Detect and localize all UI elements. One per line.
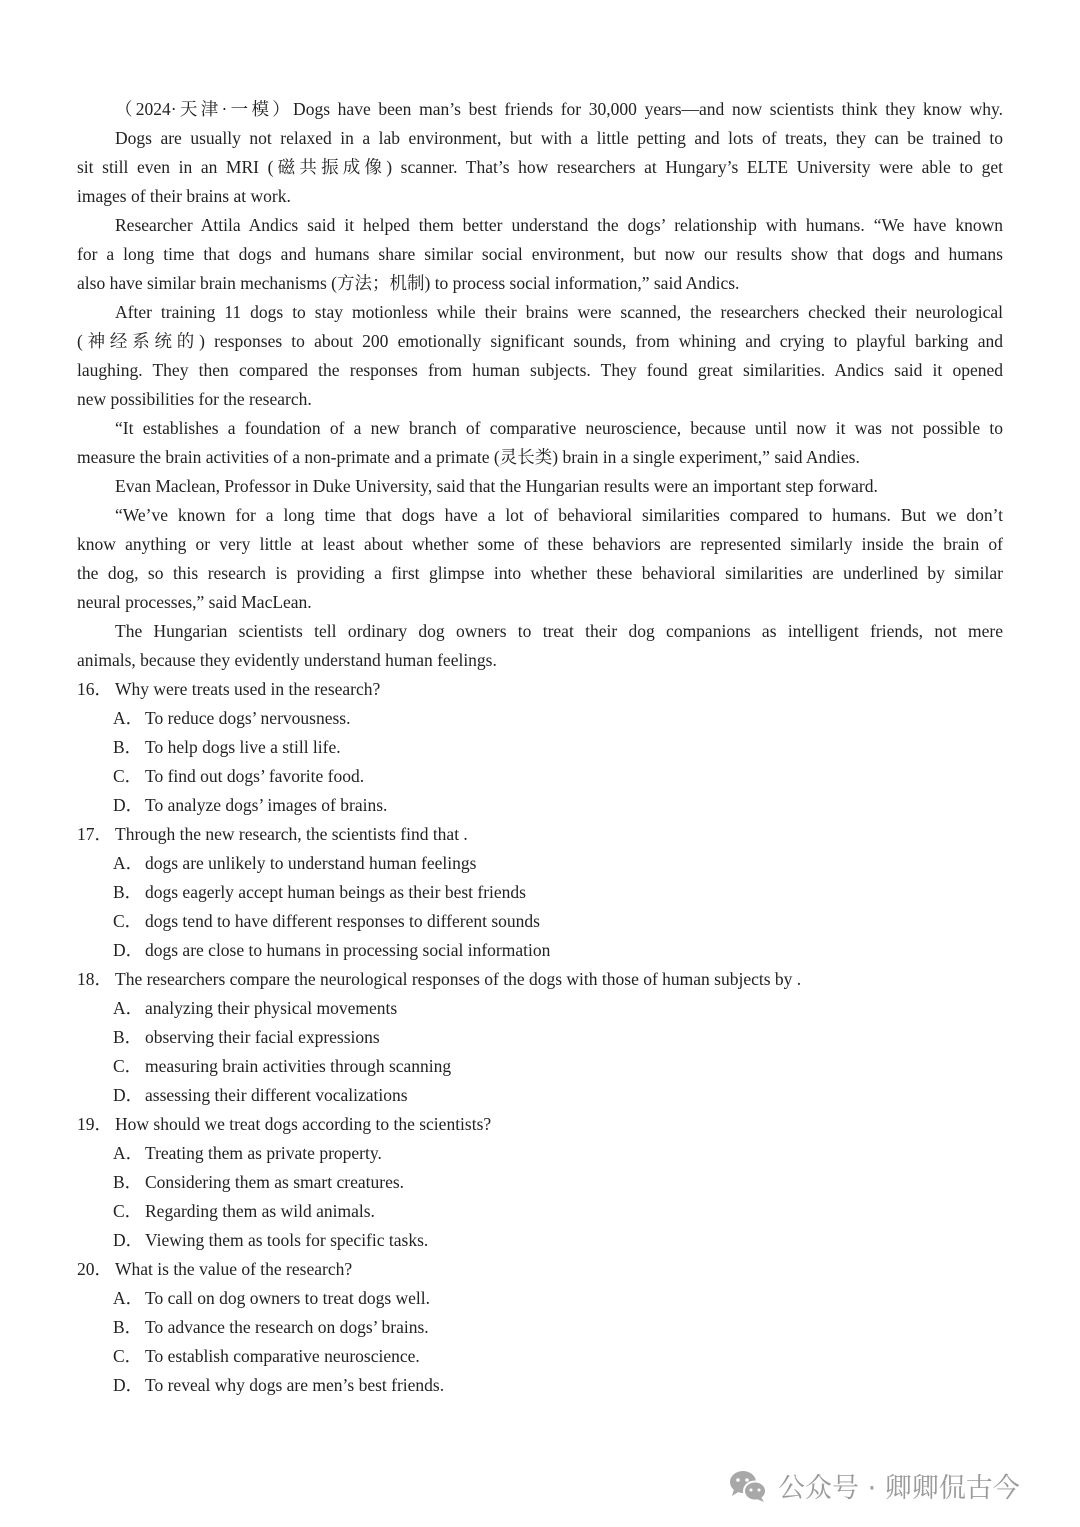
option-label: C． (113, 1201, 143, 1221)
passage-line: images of their brains at work. (77, 186, 291, 206)
passage-line: Dogs are usually not relaxed in a lab environment, but with a little petting and lots of treats, they can be trained to (115, 128, 1003, 148)
option-text: To reduce dogs’ nervousness. (145, 708, 351, 728)
answer-option (113, 1315, 429, 1339)
passage-line: laughing. They then compared the responses from human subjects. They found great similarities. Andics said it opened (77, 360, 1003, 380)
option-text: Viewing them as tools for specific tasks. (145, 1230, 429, 1250)
option-text: dogs eagerly accept human beings as their best friends (145, 882, 526, 902)
answer-option (113, 706, 350, 730)
option-text: To analyze dogs’ images of brains. (145, 795, 388, 815)
answer-option (113, 1373, 444, 1397)
option-label: C． (113, 911, 143, 931)
option-label: D． (113, 1230, 144, 1250)
option-text: observing their facial expressions (145, 1027, 380, 1047)
option-label: A． (113, 1143, 144, 1163)
watermark-text: 公众号 · 卿卿侃古今 (778, 1473, 1020, 1504)
question-stem (77, 967, 801, 991)
option-label: D． (113, 1375, 144, 1395)
option-label: A． (113, 853, 144, 873)
option-label: B． (113, 1317, 143, 1337)
option-label: B． (113, 1172, 143, 1192)
question-stem (77, 1257, 352, 1281)
passage-line: (神经系统的) responses to about 200 emotionally significant sounds, from whining and crying to playful barking and (77, 331, 1003, 351)
option-text: dogs are unlikely to understand human feelings (145, 853, 477, 873)
question-stem (77, 1112, 491, 1136)
answer-option (113, 1199, 375, 1223)
passage-line: the dog, so this research is providing a first glimpse into whether these behavioral similarities are underlined by similar (77, 563, 1003, 583)
wechat-icon (728, 1469, 768, 1503)
passage-line: new possibilities for the research. (77, 389, 312, 409)
option-label: A． (113, 708, 144, 728)
question-text: How should we treat dogs according to the scientists? (115, 1114, 492, 1134)
answer-option (113, 996, 397, 1020)
question-number: 20． (77, 1259, 112, 1279)
option-text: Treating them as private property. (145, 1143, 382, 1163)
answer-option (113, 1286, 430, 1310)
option-label: B． (113, 882, 143, 902)
option-text: analyzing their physical movements (145, 998, 398, 1018)
option-text: dogs are close to humans in processing social information (145, 940, 551, 960)
option-label: D． (113, 940, 144, 960)
question-stem (77, 822, 468, 846)
passage-line: also have similar brain mechanisms (方法；机制) to process social information,” said Andics. (77, 273, 740, 293)
answer-option (113, 793, 387, 817)
option-label: B． (113, 1027, 143, 1047)
question-text: Through the new research, the scientists find that . (115, 824, 468, 844)
answer-option (113, 909, 540, 933)
answer-option (113, 851, 476, 875)
passage-line: After training 11 dogs to stay motionless while their brains were scanned, the researchers checked their neurological (115, 302, 1003, 322)
passage-line: “We’ve known for a long time that dogs have a lot of behavioral similarities compared to humans. But we don’t (115, 505, 1003, 525)
option-label: B． (113, 737, 143, 757)
question-text: What is the value of the research? (115, 1259, 353, 1279)
passage-line: The Hungarian scientists tell ordinary dog owners to treat their dog companions as intelligent friends, not mere (115, 621, 1003, 641)
answer-option (113, 1344, 420, 1368)
option-label: D． (113, 1085, 144, 1105)
watermark (728, 1466, 1020, 1505)
passage-line: know anything or very little at least about whether some of these behaviors are represented similarly inside the brain of (77, 534, 1003, 554)
passage-line: measure the brain activities of a non-primate and a primate (灵长类) brain in a single experiment,” said Andies. (77, 447, 860, 467)
question-text: The researchers compare the neurological responses of the dogs with those of human subjects by . (115, 969, 802, 989)
option-text: assessing their different vocalizations (145, 1085, 408, 1105)
answer-option (113, 1170, 404, 1194)
option-label: C． (113, 1346, 143, 1366)
option-text: To help dogs live a still life. (145, 737, 341, 757)
passage-line: for a long time that dogs and humans share similar social environment, but now our results show that dogs and humans (77, 244, 1003, 264)
question-number: 16． (77, 679, 112, 699)
answer-option (113, 1025, 380, 1049)
question-number: 17． (77, 824, 112, 844)
option-text: To call on dog owners to treat dogs well. (145, 1288, 431, 1308)
question-text: Why were treats used in the research? (115, 679, 381, 699)
option-label: A． (113, 998, 144, 1018)
option-label: C． (113, 766, 143, 786)
question-number: 18． (77, 969, 112, 989)
answer-option (113, 938, 550, 962)
passage-line: “It establishes a foundation of a new branch of comparative neuroscience, because until now it was not possible to (115, 418, 1003, 438)
option-text: To reveal why dogs are men’s best friends. (145, 1375, 445, 1395)
passage-line: Researcher Attila Andics said it helped them better understand the dogs’ relationship with humans. “We have known (115, 215, 1003, 235)
option-text: Regarding them as wild animals. (145, 1201, 375, 1221)
passage-line: neural processes,” said MacLean. (77, 592, 312, 612)
passage-line: （2024·天津·一模）Dogs have been man’s best friends for 30,000 years—and now scientists think they know why. (115, 99, 1003, 119)
option-label: C． (113, 1056, 143, 1076)
answer-option (113, 764, 364, 788)
option-text: To find out dogs’ favorite food. (145, 766, 365, 786)
passage-line: sit still even in an MRI (磁共振成像) scanner. That’s how researchers at Hungary’s ELTE University were able to get (77, 157, 1003, 177)
option-text: Considering them as smart creatures. (145, 1172, 405, 1192)
passage-line: Evan Maclean, Professor in Duke University, said that the Hungarian results were an important step forward. (115, 476, 878, 496)
question-number: 19． (77, 1114, 112, 1134)
passage-line: animals, because they evidently understand human feelings. (77, 650, 497, 670)
answer-option (113, 1141, 382, 1165)
answer-option (113, 1083, 408, 1107)
question-stem (77, 677, 380, 701)
option-text: To advance the research on dogs’ brains. (145, 1317, 429, 1337)
option-text: dogs tend to have different responses to different sounds (145, 911, 540, 931)
option-label: D． (113, 795, 144, 815)
answer-option (113, 1228, 428, 1252)
answer-option (113, 880, 526, 904)
answer-option (113, 1054, 451, 1078)
option-text: measuring brain activities through scanning (145, 1056, 452, 1076)
option-label: A． (113, 1288, 144, 1308)
option-text: To establish comparative neuroscience. (145, 1346, 420, 1366)
answer-option (113, 735, 341, 759)
